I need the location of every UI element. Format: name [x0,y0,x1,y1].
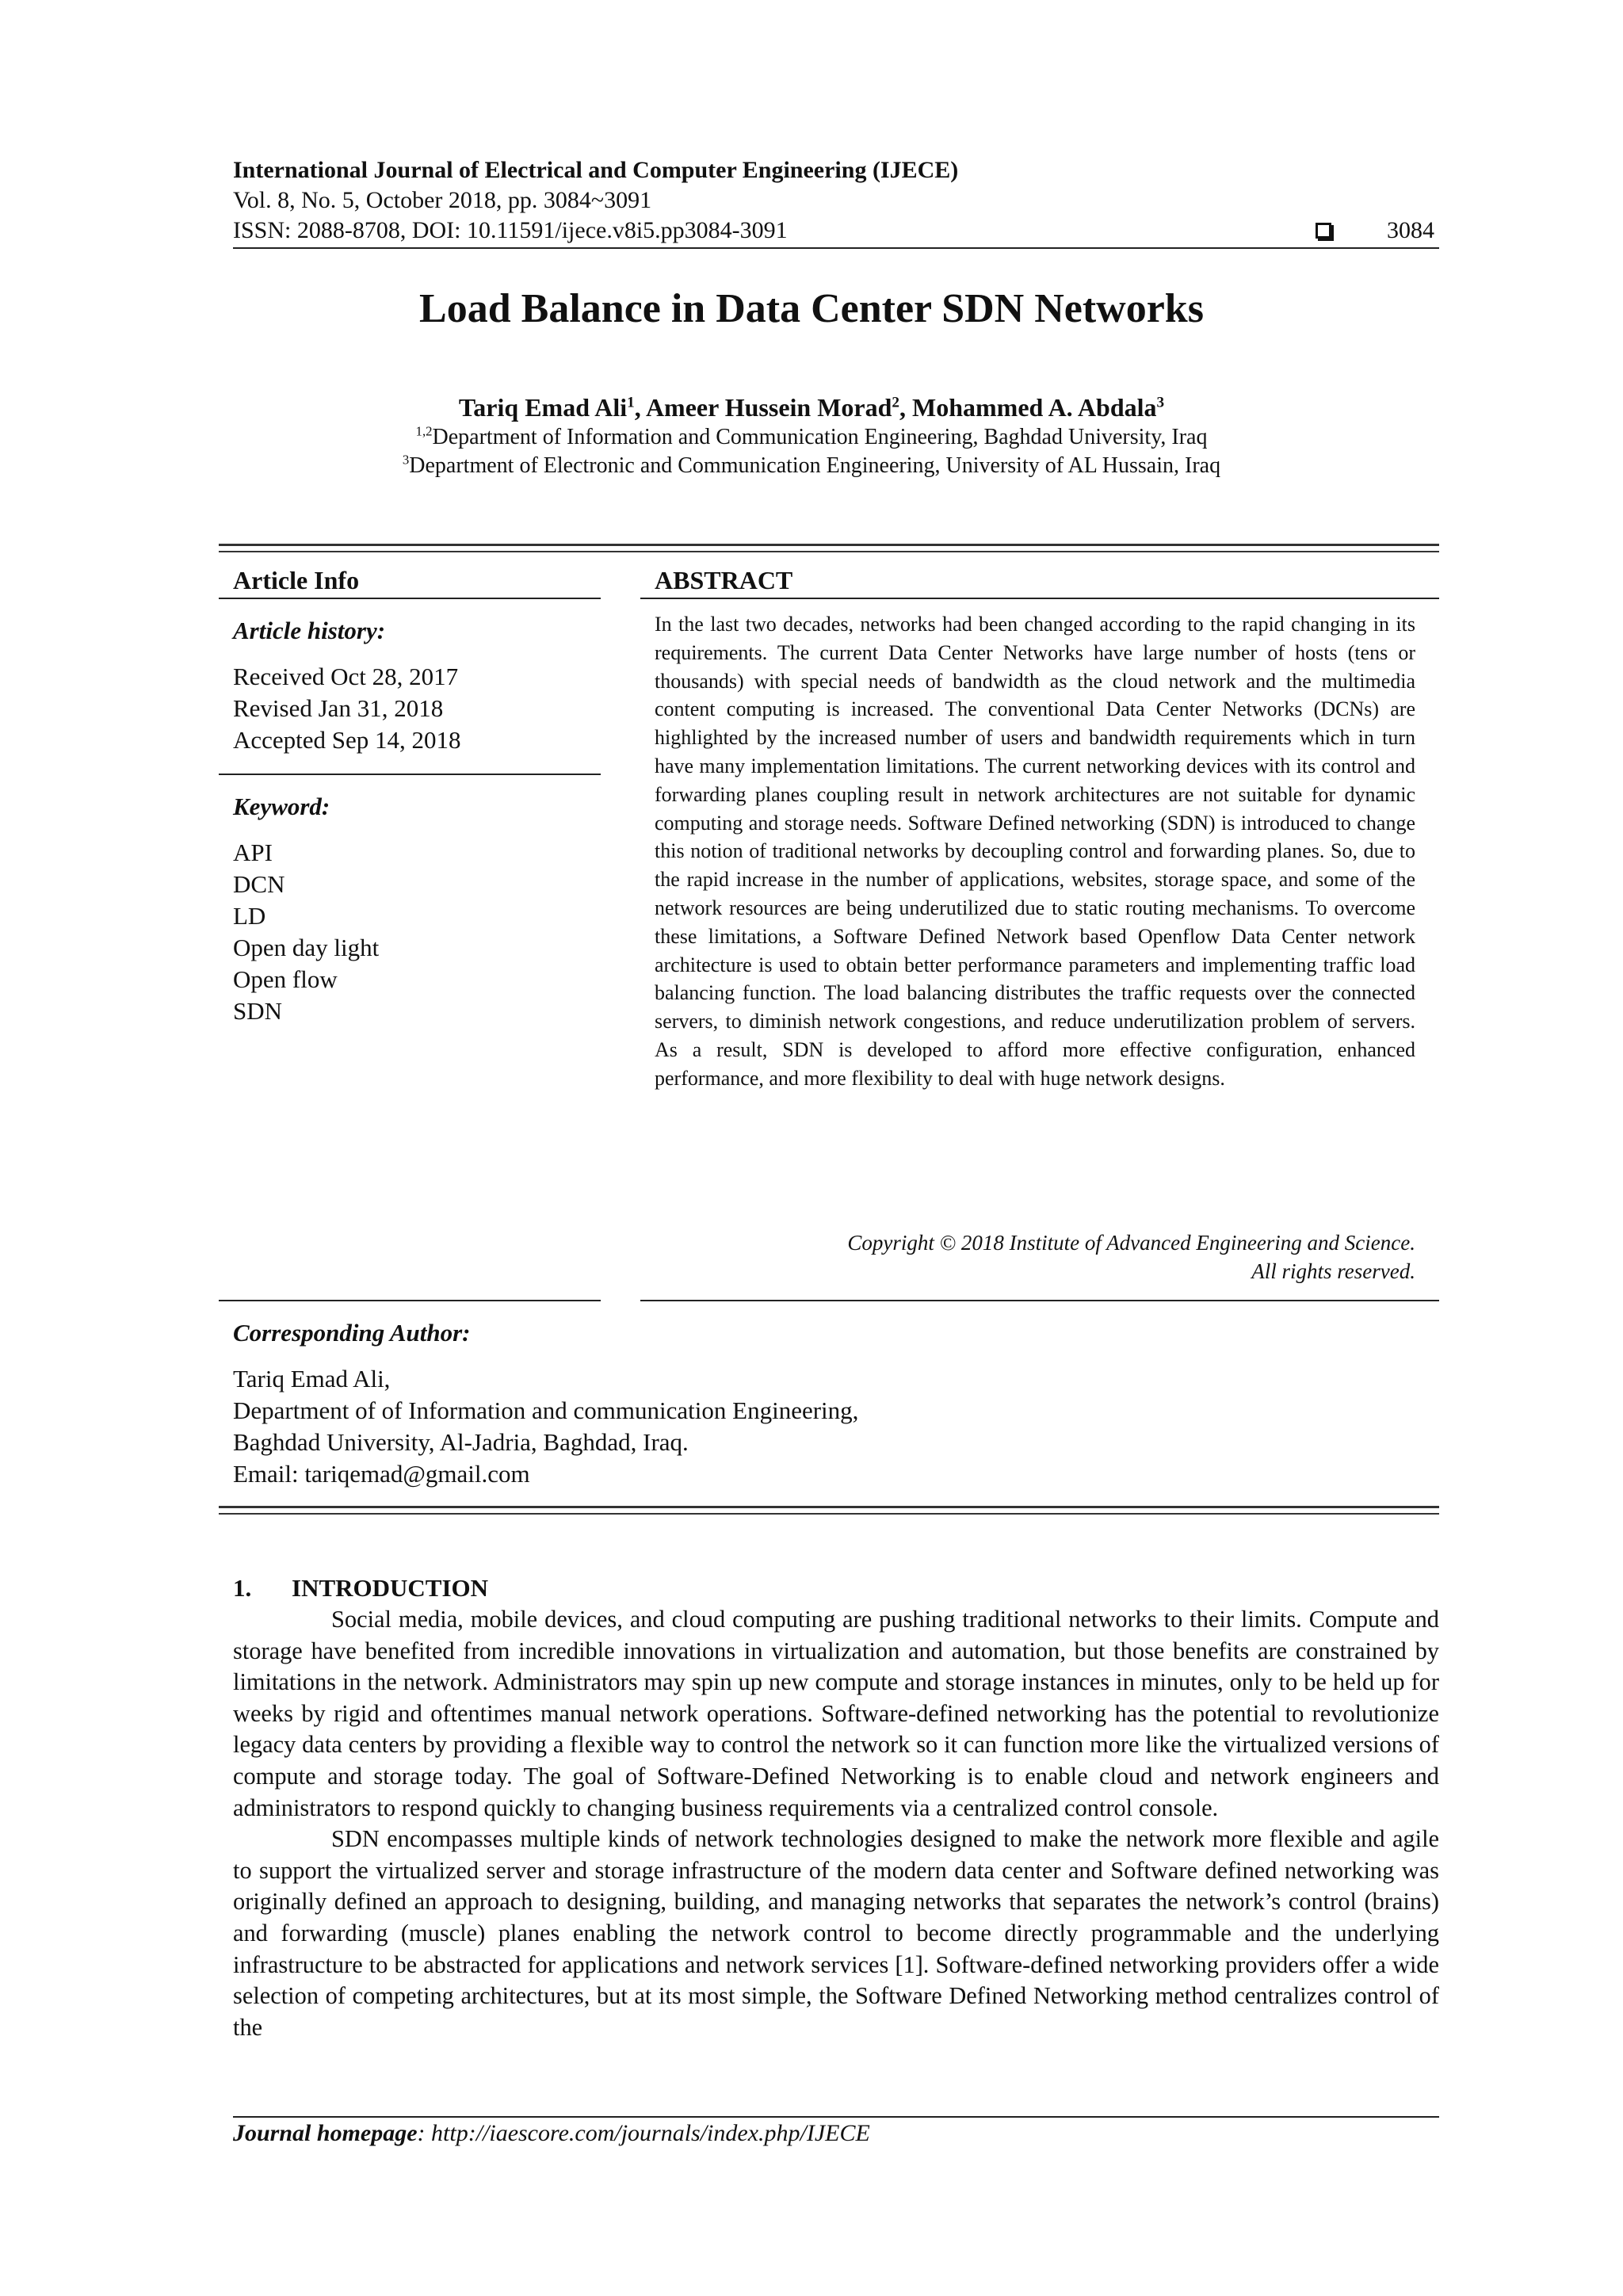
article-info-column [219,564,601,1027]
corresponding-heading: Corresponding Author: [233,1319,471,1347]
abstract-heading: ABSTRACT [655,566,793,594]
paper-title: Load Balance in Data Center SDN Networks [419,286,1204,331]
abstract-column [640,564,1439,599]
affiliation-1: $^{1,2}$Department of Information and Communication Engineering, Baghdad University, Iraq [415,423,1208,449]
article-info-rule [219,598,601,599]
journal-volume: Vol. 8, No. 5, October 2018, pp. 3084~3091 [233,187,652,213]
affiliation-2: $^3$Department of Electronic and Communication Engineering, University of AL Hussain, Iraq [402,452,1221,478]
abstract-bottom-rule [640,1300,1439,1301]
article-info-heading: Article Info [233,566,360,594]
section-heading-introduction: 1. INTRODUCTION [233,1574,489,1602]
keyword-item: DCN [233,870,285,898]
square-bullet-icon [1316,223,1331,239]
info-top-rule [219,544,1439,552]
keyword-rule [219,774,601,775]
abstract-text: In the last two decades, networks had been changed according to the rapid changing in its requirements. The current Data Center Networks have large number of hosts (tens or thousands) with special needs of bandwidth as the cloud network and the multimedia content computing is increased. The conventional Data Center Networks (DCNs) are highlighted by the increased number of users and bandwidth requirements which in turn have many implementation limitations. The current networking devices with its control and forwarding planes coupling result in network architectures are not suitable for dynamic computing and storage needs. Software Defined networking (SDN) is introduced to change this notion of traditional networks by decoupling control and forwarding planes. So, due to the rapid increase in the number of applications, websites, storage space, and some of the network resources are being underutilized due to static routing mechanisms. To overcome these limitations, a Software Defined Network based Openflow Data Center network architecture is used to obtain better performance parameters and implementing traffic load balancing function. The load balancing distributes the traffic requests over the connected servers, to diminish network congestions, and reduce underutilization problem of servers. As a result, SDN is developed to afford more effective configuration, enhanced performance, and more flexibility to deal with huge network designs. [655,613,1415,1090]
corresponding-address: Baghdad University, Al-Jadria, Baghdad, Iraq. [233,1428,689,1456]
author-3: Mohammed A. Abdala$^3$ [912,393,1165,422]
author-list [0,392,1623,423]
page-number: 3084 [1387,217,1434,243]
homepage-link[interactable]: http://iaescore.com/journals/index.php/IJECE [431,2120,870,2146]
introduction-body [233,1604,1439,2043]
info-end-rule [219,1506,1439,1515]
keyword-item: LD [233,902,266,930]
info-bottom-rule [219,1300,601,1301]
abstract-rule [640,598,1439,599]
header-issn-row [233,216,1439,246]
keyword-heading: Keyword: [233,793,330,820]
author-1: Tariq Emad Ali$^1$, [458,393,646,422]
keyword-item: Open day light [233,934,380,961]
received-date: Received Oct 28, 2017 [233,663,459,690]
revised-date: Revised Jan 31, 2018 [233,694,444,722]
paragraph: Social media, mobile devices, and cloud computing are pushing traditional networks to their limits. Compute and storage have benefited from incredible innovations in virtualization and automation, but those benefits are constrained by limitations in the network. Administrators may spin up new compute and storage instances in minutes, only to be held up for weeks by rigid and oftentimes manual network operations. Software-defined networking has the potential to revolutionize legacy data centers by providing a flexible way to control the network so it can function more like the virtualized versions of compute and storage today. The goal of Software-Defined Networking is to enable cloud and network engineers and administrators to respond quickly to changing business requirements via a centralized control console. [233,1606,1439,1821]
copyright-line-1: Copyright © 2018 Institute of Advanced Engineering and Science. [847,1231,1415,1255]
journal-homepage: Journal homepage: http://iaescore.com/journals/index.php/IJECE [233,2120,870,2146]
journal-issn: ISSN: 2088-8708, DOI: 10.11591/ijece.v8i5.pp3084-3091 [233,217,788,243]
corresponding-email: Email: tariqemad@gmail.com [233,1460,530,1488]
keyword-item: API [233,839,273,866]
keyword-list [219,837,601,1027]
copyright-line-2: All rights reserved. [1251,1259,1415,1283]
header-rule [233,247,1439,249]
accepted-date: Accepted Sep 14, 2018 [233,726,461,754]
header-right [1316,216,1434,246]
article-history-heading: Article history: [233,617,386,644]
author-2: Ameer Hussein Morad$^2$, [645,393,913,422]
keyword-item: Open flow [233,965,338,993]
keyword-item: SDN [233,997,283,1025]
journal-name: International Journal of Electrical and Computer Engineering (IJECE) [233,157,959,183]
paragraph: SDN encompasses multiple kinds of network technologies designed to make the network more flexible and agile to support the virtualized server and storage infrastructure of the modern data center and Software defined networking was originally defined an approach to designing, building, and managing networks that separates the network’s control (brains) and forwarding (muscle) planes enabling the network control to become directly programmable and the underlying infrastructure to be abstracted for applications and network services [1]. Software-defined networking providers offer a wide selection of competing architectures, but at its most simple, the Software Defined Networking method centralizes control of the [233,1825,1439,2041]
running-header [233,155,1439,246]
corresponding-name: Tariq Emad Ali, [233,1365,391,1392]
corresponding-dept: Department of of Information and communication Engineering, [233,1396,859,1424]
corresponding-author [233,1317,1342,1490]
